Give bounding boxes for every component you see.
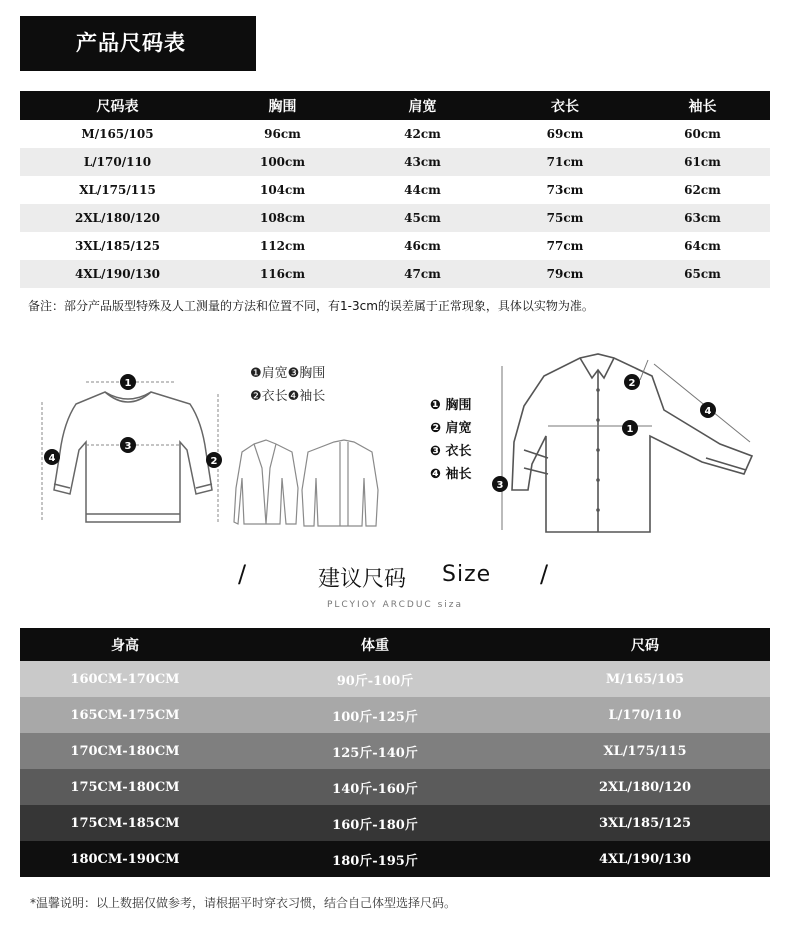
header-size: 尺码表 bbox=[20, 91, 215, 120]
cell-sleeve: 61cm bbox=[635, 148, 770, 176]
suggest-subtitle: PLCYIOY ARCDUC siza bbox=[326, 600, 463, 610]
cell-height: 175CM-180CM bbox=[20, 769, 230, 805]
cell-weight: 125斤-140斤 bbox=[230, 733, 520, 769]
cell-weight: 100斤-125斤 bbox=[230, 697, 520, 733]
cell-size: 4XL/190/130 bbox=[20, 260, 215, 288]
sweater-measurement-diagram bbox=[30, 362, 240, 532]
cell-length: 79cm bbox=[495, 260, 635, 288]
marker-shoulder bbox=[120, 374, 136, 390]
table-row bbox=[20, 841, 770, 877]
marker-chest bbox=[120, 437, 136, 453]
marker-label: 4 bbox=[704, 406, 712, 417]
header-chest: 胸围 bbox=[215, 91, 350, 120]
cell-weight: 180斤-195斤 bbox=[230, 841, 520, 877]
cell-shoulder: 43cm bbox=[350, 148, 495, 176]
cell-height: 165CM-175CM bbox=[20, 697, 230, 733]
cell-chest: 104cm bbox=[215, 176, 350, 204]
cell-sleeve: 62cm bbox=[635, 176, 770, 204]
table-row bbox=[20, 120, 770, 148]
cell-shoulder: 44cm bbox=[350, 176, 495, 204]
size-chart-header-row bbox=[20, 91, 770, 120]
marker-label: 4 bbox=[48, 453, 56, 464]
cell-size: 2XL/180/120 bbox=[20, 204, 215, 232]
marker-sleeve bbox=[44, 449, 60, 465]
legend-left-row1: ❶肩宽❸胸围 bbox=[250, 366, 326, 381]
cell-chest: 116cm bbox=[215, 260, 350, 288]
page-title: 产品尺码表 bbox=[20, 16, 256, 71]
cell-size: XL/175/115 bbox=[520, 733, 770, 769]
cell-weight: 140斤-160斤 bbox=[230, 769, 520, 805]
cell-size: 3XL/185/125 bbox=[520, 805, 770, 841]
cell-height: 175CM-185CM bbox=[20, 805, 230, 841]
slash-left: / bbox=[238, 560, 247, 588]
cell-size: 2XL/180/120 bbox=[520, 769, 770, 805]
cell-chest: 100cm bbox=[215, 148, 350, 176]
cell-length: 73cm bbox=[495, 176, 635, 204]
header-rec-size: 尺码 bbox=[520, 628, 770, 661]
cell-height: 180CM-190CM bbox=[20, 841, 230, 877]
size-chart-table bbox=[20, 91, 770, 288]
slash-right: / bbox=[540, 560, 549, 588]
marker-label: 1 bbox=[626, 424, 634, 435]
cell-length: 69cm bbox=[495, 120, 635, 148]
cell-length: 71cm bbox=[495, 148, 635, 176]
cell-size: 3XL/185/125 bbox=[20, 232, 215, 260]
table-row bbox=[20, 148, 770, 176]
header-height: 身高 bbox=[20, 628, 230, 661]
cell-height: 160CM-170CM bbox=[20, 661, 230, 697]
cell-chest: 112cm bbox=[215, 232, 350, 260]
legend-right-chest: ❶ 胸围 bbox=[430, 398, 472, 413]
cell-shoulder: 42cm bbox=[350, 120, 495, 148]
legend-left-row2: ❷衣长❹袖长 bbox=[250, 389, 326, 404]
shirt-measurement-diagram bbox=[488, 350, 768, 534]
legend-right-shoulder: ❷ 肩宽 bbox=[430, 421, 472, 436]
cell-sleeve: 64cm bbox=[635, 232, 770, 260]
suggest-size-heading bbox=[0, 560, 790, 600]
cell-shoulder: 46cm bbox=[350, 232, 495, 260]
cell-sleeve: 60cm bbox=[635, 120, 770, 148]
marker-length bbox=[206, 452, 222, 468]
table-row bbox=[20, 733, 770, 769]
marker-label: 1 bbox=[124, 378, 132, 389]
cell-size: XL/175/115 bbox=[20, 176, 215, 204]
cell-size: L/170/110 bbox=[20, 148, 215, 176]
size-note: 备注：部分产品版型特殊及人工测量的方法和位置不同，有1-3cm的误差属于正常现象，具体以实物为准。 bbox=[28, 299, 594, 313]
marker-shirt-sleeve bbox=[700, 402, 716, 418]
cell-length: 77cm bbox=[495, 232, 635, 260]
table-row bbox=[20, 769, 770, 805]
rec-header-row bbox=[20, 628, 770, 661]
cell-size: M/165/105 bbox=[20, 120, 215, 148]
header-weight: 体重 bbox=[230, 628, 520, 661]
marker-label: 2 bbox=[210, 456, 218, 467]
cell-chest: 108cm bbox=[215, 204, 350, 232]
cell-shoulder: 47cm bbox=[350, 260, 495, 288]
header-sleeve: 袖长 bbox=[635, 91, 770, 120]
cell-weight: 160斤-180斤 bbox=[230, 805, 520, 841]
table-row bbox=[20, 661, 770, 697]
marker-label: 3 bbox=[496, 480, 504, 491]
table-row bbox=[20, 805, 770, 841]
cell-sleeve: 63cm bbox=[635, 204, 770, 232]
cell-chest: 96cm bbox=[215, 120, 350, 148]
table-row bbox=[20, 232, 770, 260]
header-length: 衣长 bbox=[495, 91, 635, 120]
legend-right-length: ❸ 衣长 bbox=[430, 444, 472, 459]
marker-label: 2 bbox=[628, 378, 636, 389]
cell-size: 4XL/190/130 bbox=[520, 841, 770, 877]
cell-height: 170CM-180CM bbox=[20, 733, 230, 769]
cell-sleeve: 65cm bbox=[635, 260, 770, 288]
cell-weight: 90斤-100斤 bbox=[230, 661, 520, 697]
cell-size: L/170/110 bbox=[520, 697, 770, 733]
jacket-sketches bbox=[232, 438, 382, 530]
table-row bbox=[20, 260, 770, 288]
header-shoulder: 肩宽 bbox=[350, 91, 495, 120]
marker-shirt-shoulder bbox=[624, 374, 640, 390]
cell-size: M/165/105 bbox=[520, 661, 770, 697]
table-row bbox=[20, 204, 770, 232]
table-row bbox=[20, 176, 770, 204]
cell-shoulder: 45cm bbox=[350, 204, 495, 232]
cell-length: 75cm bbox=[495, 204, 635, 232]
marker-shirt-chest bbox=[622, 420, 638, 436]
recommended-size-table bbox=[20, 628, 770, 877]
tip-note: *温馨说明：以上数据仅做参考，请根据平时穿衣习惯，结合自己体型选择尺码。 bbox=[30, 896, 457, 910]
marker-label: 3 bbox=[124, 441, 132, 452]
suggest-title-cn: 建议尺码 bbox=[318, 567, 407, 592]
legend-right-sleeve: ❹ 袖长 bbox=[430, 467, 472, 482]
marker-shirt-length bbox=[492, 476, 508, 492]
suggest-title-en: Size bbox=[442, 562, 492, 587]
table-row bbox=[20, 697, 770, 733]
